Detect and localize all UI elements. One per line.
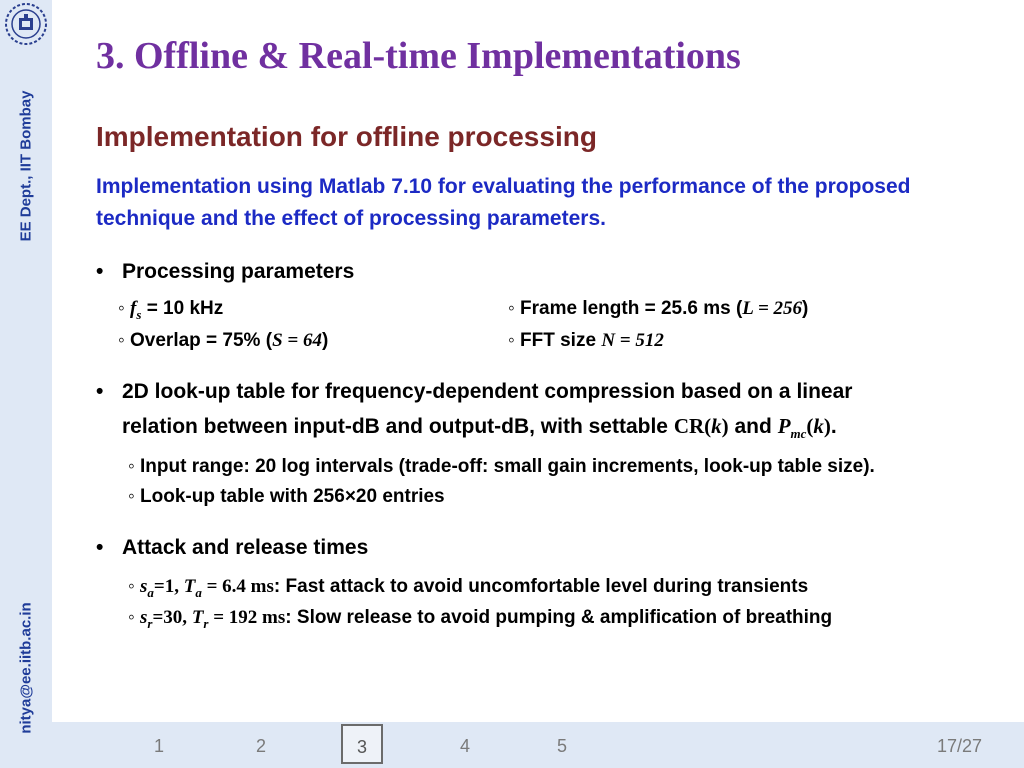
page-link-4[interactable]: 4: [460, 736, 471, 756]
attack-time: ◦ $s_a=1$, $T_a = 6.4$ ms: Fast attack to avoid uncomfortable level during transients: [128, 576, 809, 600]
page-link-2[interactable]: 2: [256, 736, 267, 756]
param-overlap: ◦ Overlap = 75% (S = 64): [118, 330, 329, 351]
page-link-current[interactable]: 3: [341, 724, 383, 764]
lookup-table-size: ◦ Look-up table with 256×20 entries: [128, 486, 445, 507]
page-link-5[interactable]: 5: [557, 736, 568, 756]
release-time: ◦ $s_r=30$, $T_r = 192$ ms: Slow release to avoid pumping & amplification of breathing: [128, 607, 833, 631]
bullet-processing-parameters: [96, 255, 354, 289]
bullet-icon: •: [96, 380, 104, 403]
iit-bombay-logo-icon: [4, 2, 48, 46]
bullet-icon: •: [96, 536, 104, 559]
intro-paragraph: Implementation using Matlab 7.10 for evaluating the performance of the proposed technique and the effect of processing parameters.: [96, 175, 911, 230]
param-frame-length: ◦ Frame length = 25.6 ms (L = 256): [508, 298, 809, 319]
lookup-input-range: ◦ Input range: 20 log intervals (trade-off: small gain increments, look-up table size).: [128, 456, 875, 477]
bullet-attack-release: • Attack and release times: [96, 531, 368, 565]
bullet-icon: •: [96, 260, 104, 283]
department-label: EE Dept., IIT Bombay: [17, 90, 35, 242]
page-link-1[interactable]: 1: [154, 736, 165, 756]
param-fs: ◦ $f_s = 10$ kHz: [118, 298, 224, 322]
bullet-label: Processing parameters: [122, 260, 355, 283]
bullet-lookup-table: • 2D look-up table for frequency-dependent compression based on a linear relation between input-dB and output-dB, with settable CR(k) and $P_{mc}(k)$.: [96, 375, 852, 451]
slide-counter: 17/27: [937, 736, 983, 756]
author-email[interactable]: nitya@ee.iitb.ac.in: [17, 602, 35, 734]
sidebar: [0, 0, 52, 768]
param-fft-size: ◦ FFT size N = 512: [508, 330, 664, 351]
section-subtitle: Implementation for offline processing: [96, 121, 597, 152]
slide-title: 3. Offline & Real-time Implementations: [96, 35, 741, 77]
pagination-bar: [52, 722, 1024, 768]
